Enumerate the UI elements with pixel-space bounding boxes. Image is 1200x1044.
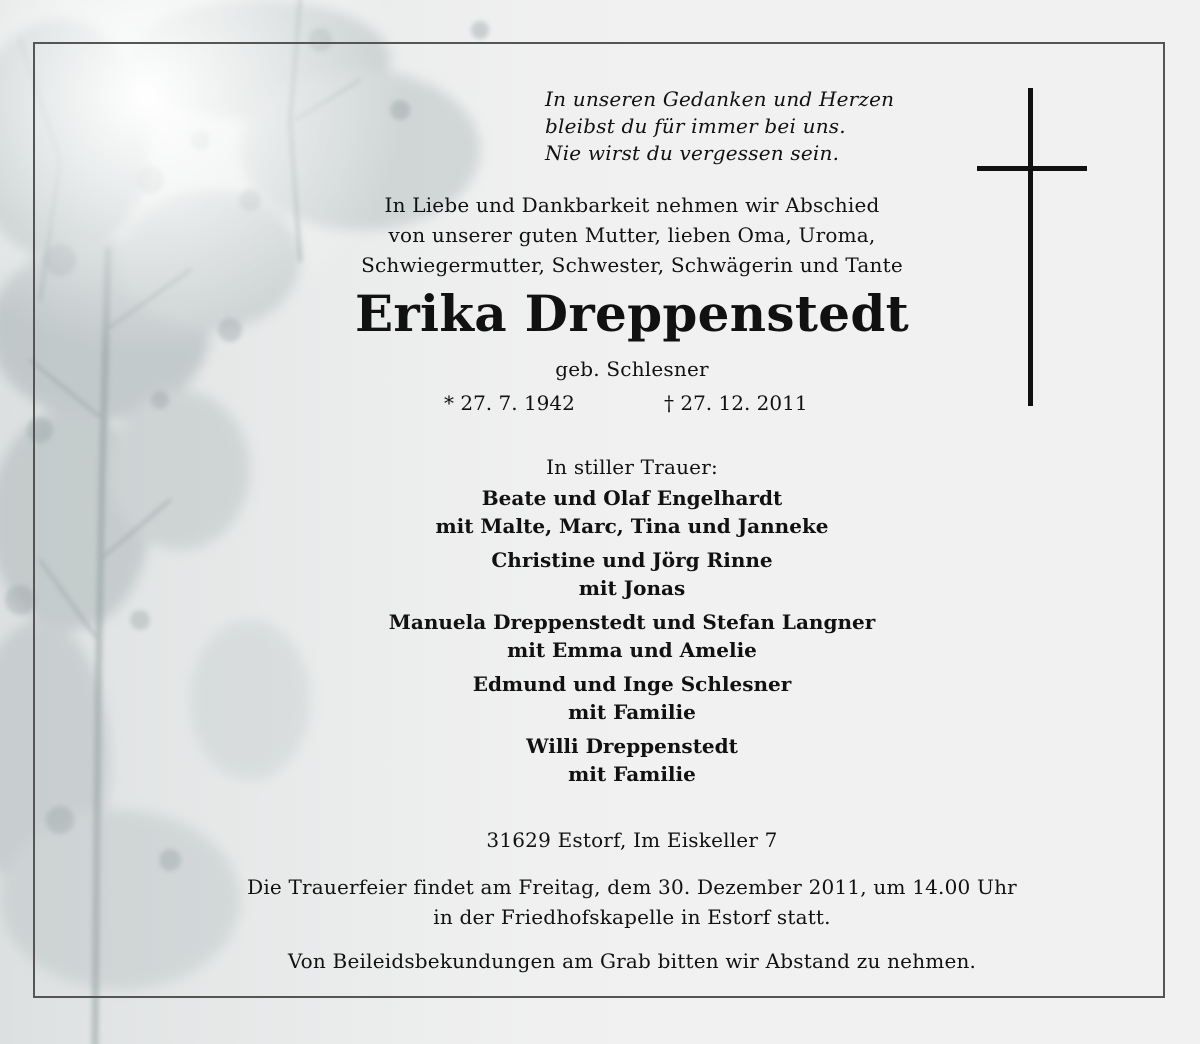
mourner-children: mit Malte, Marc, Tina und Janneke (435, 514, 829, 538)
mourner-names: Beate und Olaf Engelhardt (481, 486, 783, 510)
mourner-children: mit Jonas (578, 576, 686, 600)
mourners-list (232, 484, 1032, 794)
motto-line: bleibst du für immer bei uns. (545, 114, 846, 138)
motto-line: Nie wirst du vergessen sein. (545, 141, 840, 165)
service-line: in der Friedhofskapelle in Estorf statt. (433, 905, 831, 929)
mourner-children: mit Emma und Amelie (507, 638, 757, 662)
mourner-names: Manuela Dreppenstedt und Stefan Langner (388, 610, 876, 634)
motto-verse (545, 86, 965, 167)
maiden-name (232, 354, 1032, 384)
mourner-family (232, 546, 1032, 602)
mourner-names: Christine und Jörg Rinne (491, 548, 773, 572)
mourner-family (232, 608, 1032, 664)
birth-date: * 27. 7. 1942 (444, 391, 575, 415)
intro-line: In Liebe und Dankbarkeit nehmen wir Abschied (384, 193, 880, 217)
farewell-intro (232, 190, 1032, 280)
deceased-name: Erika Dreppenstedt (354, 284, 909, 343)
motto-line: In unseren Gedanken und Herzen (545, 87, 895, 111)
mourner-names: Edmund und Inge Schlesner (472, 672, 792, 696)
mourning-label-text: In stiller Trauer: (546, 455, 718, 479)
death-date: † 27. 12. 2011 (664, 391, 808, 415)
service-line: Die Trauerfeier findet am Freitag, dem 30. Dezember 2011, um 14.00 Uhr (247, 875, 1017, 899)
mourner-names: Willi Dreppenstedt (526, 734, 738, 758)
mourner-family (232, 670, 1032, 726)
mourner-children: mit Familie (568, 762, 696, 786)
funeral-service-info (232, 872, 1032, 932)
address-text: 31629 Estorf, Im Eiskeller 7 (486, 828, 778, 852)
mourner-family (232, 732, 1032, 788)
mourning-label (232, 452, 1032, 482)
condolence-note (232, 946, 1032, 976)
intro-line: von unserer guten Mutter, lieben Oma, Uroma, (388, 223, 876, 247)
mourner-children: mit Familie (568, 700, 696, 724)
maiden-name-text: geb. Schlesner (555, 357, 709, 381)
family-address (232, 825, 1032, 855)
cross-icon-crossbar (977, 166, 1087, 171)
intro-line: Schwiegermutter, Schwester, Schwägerin und Tante (361, 253, 903, 277)
mourner-family (232, 484, 1032, 540)
life-dates (232, 388, 1032, 418)
note-text: Von Beileidsbekundungen am Grab bitten wir Abstand zu nehmen. (287, 949, 977, 973)
